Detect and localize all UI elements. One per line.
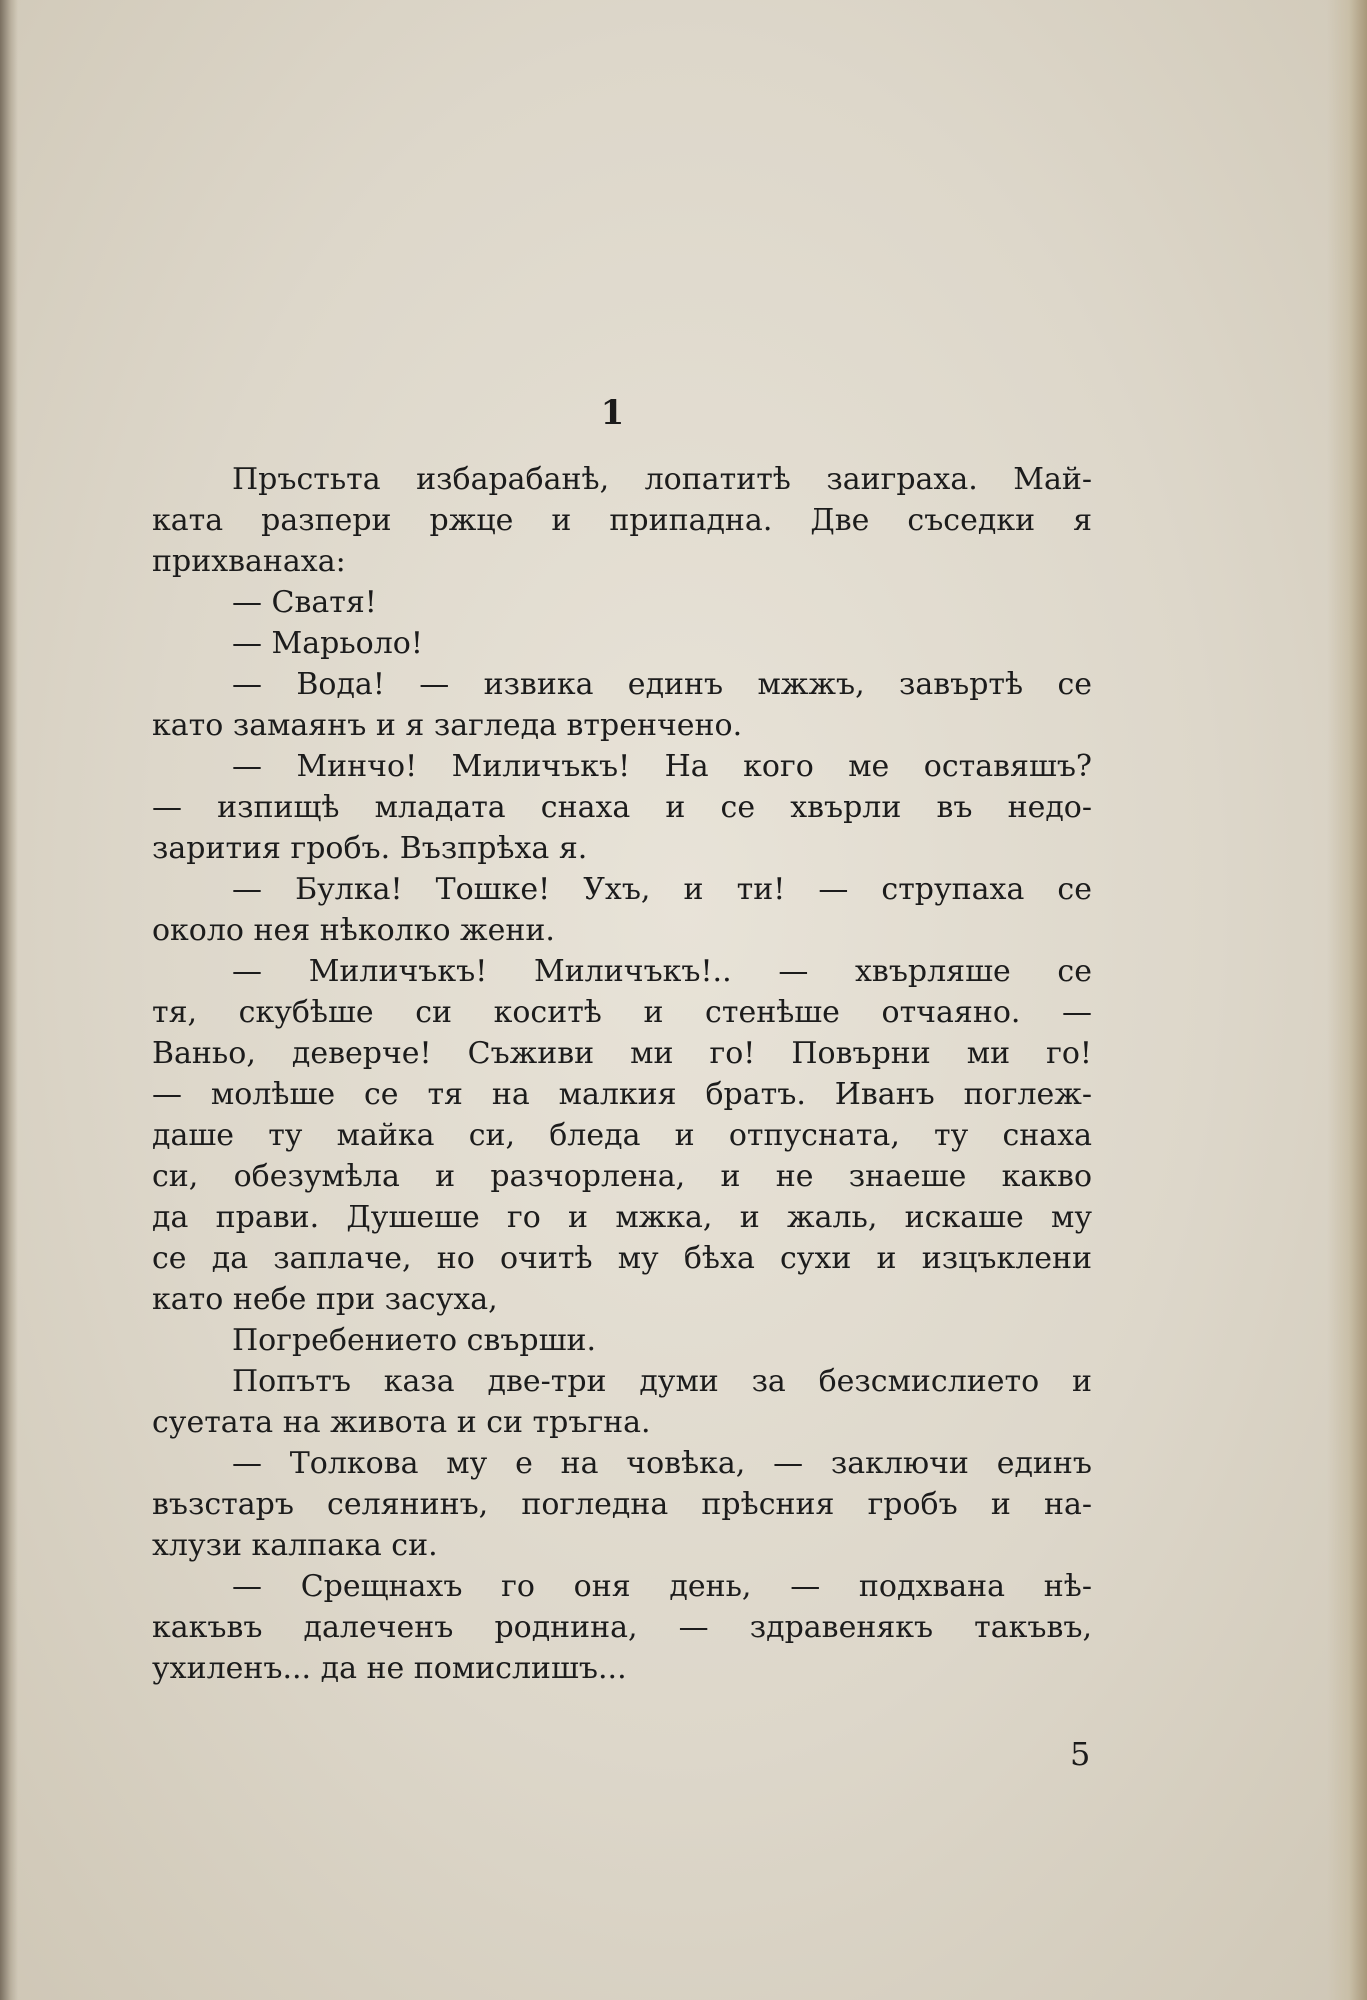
text-line: — Марьоло!: [232, 626, 423, 661]
text-line: възстаръ селянинъ, погледна прѣсния гробъ и на-: [152, 1487, 1092, 1522]
text-line: — молѣше се тя на малкия братъ. Иванъ поглеж-: [152, 1077, 1092, 1112]
text-line: суетата на живота и си тръгна.: [152, 1405, 651, 1440]
text-line: Попътъ каза две-три думи за безсмислието и: [232, 1364, 1092, 1399]
bleed-through-text: [940, 170, 1340, 490]
text-line: ухиленъ... да не помислишъ...: [152, 1651, 627, 1686]
text-line: Погребението свърши.: [232, 1323, 597, 1358]
text-line: се да заплаче, но очитѣ му бѣха сухи и изцъклени: [152, 1241, 1092, 1276]
text-line: — Сватя!: [232, 585, 377, 620]
text-line: тя, скубѣше си коситѣ и стенѣше отчаяно. —: [152, 995, 1092, 1030]
text-line: Ваньо, деверче! Съживи ми го! Повърни ми го!: [152, 1036, 1092, 1071]
text-line: — Миличъкъ! Миличъкъ!.. — хвърляше се: [232, 954, 1092, 989]
text-line: ката разпери ржце и припадна. Две съседки я: [152, 503, 1092, 538]
text-line: да прави. Душеше го и мжка, и жаль, искаше му: [152, 1200, 1092, 1235]
text-line: какъвъ далеченъ роднина, — здравенякъ такъвъ,: [152, 1610, 1092, 1645]
text-line: — Минчо! Миличъкъ! На кого ме оставяшъ?: [232, 749, 1092, 784]
text-line: като небе при засуха,: [152, 1282, 498, 1317]
text-line: — Булка! Тошке! Ухъ, и ти! — струпаха се: [232, 872, 1092, 907]
body-text: [152, 459, 1092, 1689]
text-line: си, обезумѣла и разчорлена, и не знаеше какво: [152, 1159, 1092, 1194]
text-line: като замаянъ и я загледа втренчено.: [152, 708, 743, 743]
text-line: прихванаха:: [152, 544, 346, 579]
text-line: — Срещнахъ го оня день, — подхвана нѣ-: [232, 1569, 1092, 1604]
text-line: — Вода! — извика единъ мжжъ, завъртѣ се: [232, 667, 1092, 702]
text-line: зарития гробъ. Възпрѣха я.: [152, 831, 588, 866]
text-line: около нея нѣколко жени.: [152, 913, 555, 948]
text-line: хлузи калпака си.: [152, 1528, 438, 1563]
text-line: — Толкова му е на човѣка, — заключи единъ: [232, 1446, 1092, 1481]
text-line: даше ту майка си, бледа и отпусната, ту снаха: [152, 1118, 1092, 1153]
page-number: 5: [1070, 1735, 1091, 1773]
text-line: — изпищѣ младата снаха и се хвърли въ недо-: [152, 790, 1092, 825]
page-gutter-shadow: [0, 0, 18, 2000]
text-line: Пръстьта избарабанѣ, лопатитѣ заиграха. Май-: [232, 462, 1092, 497]
chapter-number: 1: [600, 393, 625, 433]
